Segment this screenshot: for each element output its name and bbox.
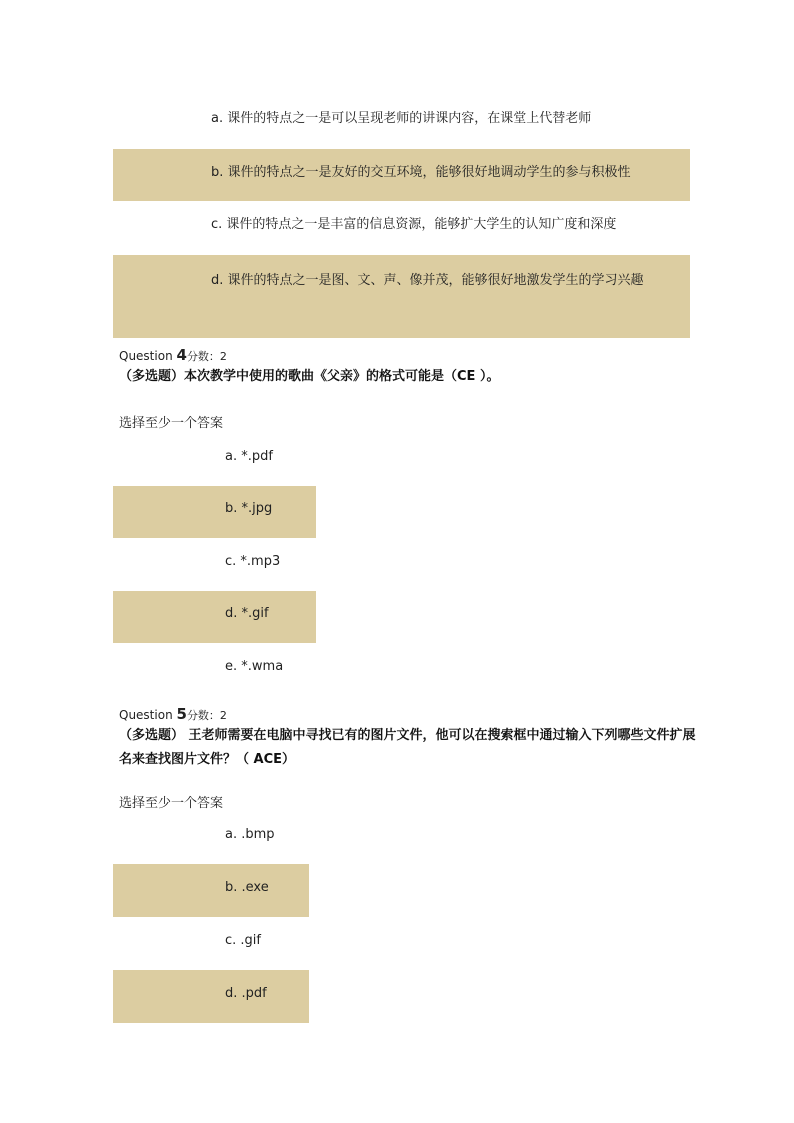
option-label: b. .exe — [225, 880, 269, 895]
question-4-hint: 选择至少一个答案 — [119, 416, 224, 431]
q3-option-d[interactable] — [113, 255, 690, 338]
q4-option-a[interactable] — [113, 434, 316, 480]
q5-option-d[interactable] — [113, 970, 309, 1023]
q3-option-b[interactable] — [113, 149, 690, 201]
option-label: b. *.jpg — [225, 501, 273, 516]
question-prefix: Question — [119, 708, 177, 722]
question-5-text: （多选题） 王老师需要在电脑中寻找已有的图片文件，他可以在搜索框中通过输入下列哪些文件扩展名来查找图片文件？（ ACE） — [119, 728, 696, 767]
option-label: a. .bmp — [225, 827, 275, 842]
q3-option-c[interactable] — [113, 202, 690, 248]
question-5-header — [119, 705, 227, 723]
question-4-header — [119, 346, 227, 364]
question-5-hint: 选择至少一个答案 — [119, 796, 224, 811]
question-score: 分数：2 — [186, 709, 227, 722]
q4-option-d[interactable] — [113, 591, 316, 643]
q4-option-c[interactable] — [113, 539, 316, 585]
q5-option-a[interactable] — [113, 812, 309, 858]
option-label: c. *.mp3 — [225, 554, 281, 569]
q3-option-a[interactable] — [113, 96, 690, 142]
question-4-text: （多选题）本次教学中使用的歌曲《父亲》的格式可能是（CE ）。 — [119, 369, 500, 384]
q4-option-b[interactable] — [113, 486, 316, 538]
option-label: c. .gif — [225, 933, 261, 948]
q5-option-b[interactable] — [113, 864, 309, 917]
option-label: d. 课件的特点之一是图、文、声、像并茂，能够很好地激发学生的学习兴趣 — [211, 273, 644, 288]
question-prefix: Question — [119, 349, 177, 363]
q4-option-e[interactable] — [113, 644, 316, 690]
option-label: a. 课件的特点之一是可以呈现老师的讲课内容，在课堂上代替老师 — [211, 111, 592, 126]
option-label: c. 课件的特点之一是丰富的信息资源，能够扩大学生的认知广度和深度 — [211, 217, 617, 232]
question-number: 5 — [176, 705, 187, 723]
option-label: a. *.pdf — [225, 449, 273, 464]
question-score: 分数：2 — [186, 350, 227, 363]
option-label: b. 课件的特点之一是友好的交互环境，能够很好地调动学生的参与积极性 — [211, 165, 631, 180]
q5-option-c[interactable] — [113, 918, 309, 964]
option-label: d. .pdf — [225, 986, 267, 1001]
question-number: 4 — [176, 346, 187, 364]
option-label: e. *.wma — [225, 659, 284, 674]
option-label: d. *.gif — [225, 606, 269, 621]
